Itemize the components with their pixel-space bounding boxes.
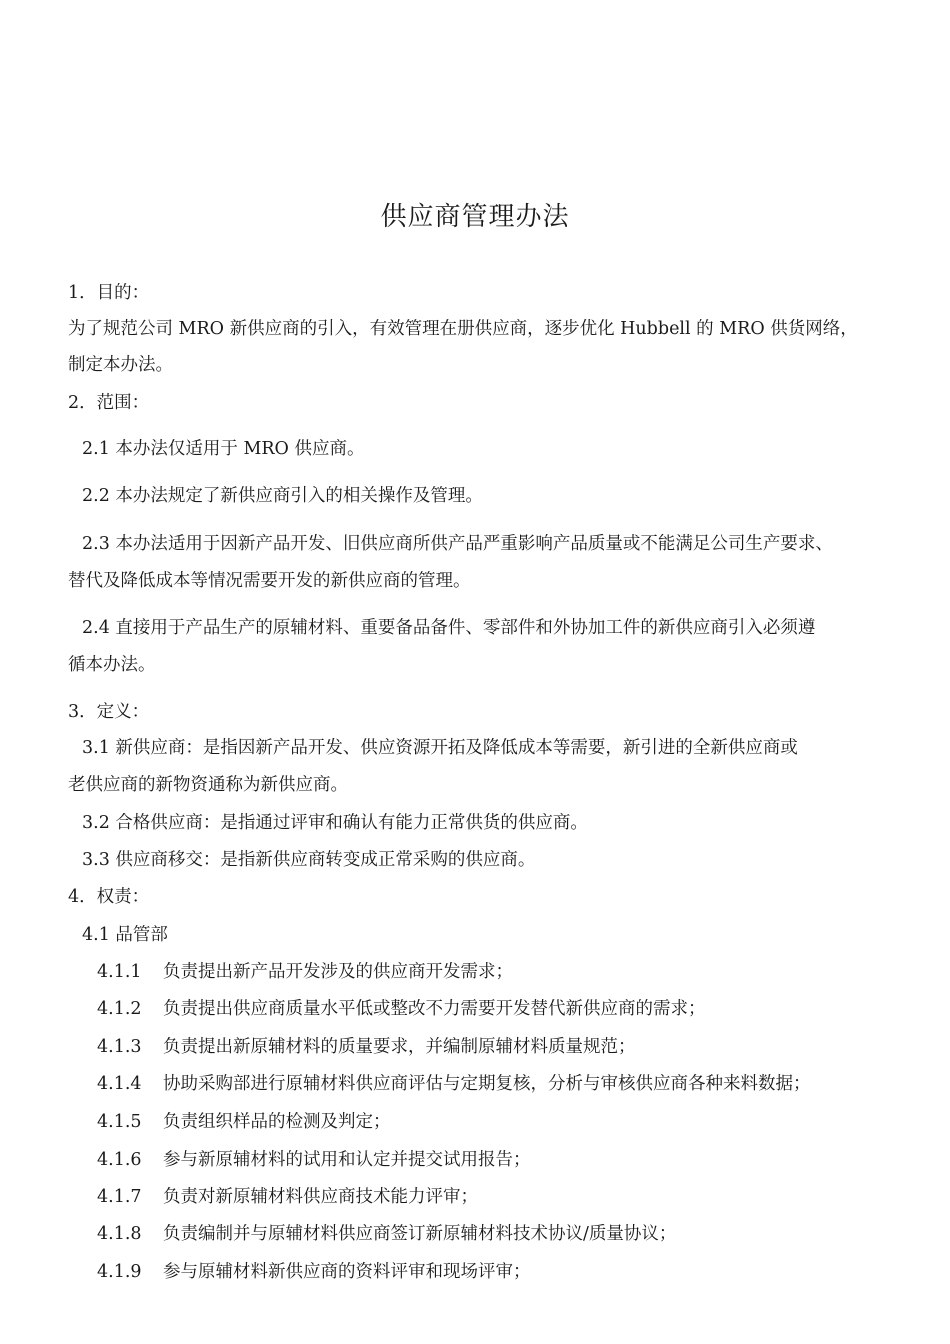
list-item-text: 协助采购部进行原辅材料供应商评估与定期复核，分析与审核供应商各种来料数据；	[163, 1074, 811, 1094]
list-item-number: 4.1.7	[97, 1187, 142, 1207]
list-item	[97, 1187, 478, 1208]
list-item	[97, 1262, 531, 1283]
definition-3-2: 3.2 合格供应商：是指通过评审和确认有能力正常供货的供应商。	[82, 813, 588, 833]
definition-3-3: 3.3 供应商移交：是指新供应商转变成正常采购的供应商。	[82, 850, 536, 870]
list-item-text: 负责组织样品的检测及判定；	[163, 1112, 391, 1132]
list-item-text: 负责提出新产品开发涉及的供应商开发需求；	[163, 962, 513, 982]
scope-item-2-4-line-2: 循本办法。	[68, 655, 156, 675]
list-item-text: 参与原辅材料新供应商的资料评审和现场评审；	[163, 1262, 531, 1282]
list-item-text: 负责编制并与原辅材料供应商签订新原辅材料技术协议/质量协议；	[163, 1224, 677, 1244]
scope-item-2-1: 2.1 本办法仅适用于 MRO 供应商。	[82, 439, 365, 459]
list-item-number: 4.1.2	[97, 999, 142, 1019]
list-item-number: 4.1.9	[97, 1262, 142, 1282]
scope-item-2-2: 2.2 本办法规定了新供应商引入的相关操作及管理。	[82, 486, 483, 506]
section-heading-scope: 2．范围：	[68, 393, 150, 413]
list-item	[97, 1150, 531, 1171]
list-item-text: 参与新原辅材料的试用和认定并提交试用报告；	[163, 1150, 531, 1170]
section-heading-responsibilities: 4．权责：	[68, 887, 150, 907]
definition-3-1-line-2: 老供应商的新物资通称为新供应商。	[68, 775, 348, 795]
list-item-number: 4.1.3	[97, 1037, 142, 1057]
list-item	[97, 962, 513, 983]
purpose-paragraph-line-2: 制定本办法。	[68, 355, 173, 375]
list-item	[97, 1037, 636, 1058]
scope-item-2-4-line-1: 2.4 直接用于产品生产的原辅材料、重要备品备件、零部件和外协加工件的新供应商引入必须遵	[82, 618, 816, 638]
list-item	[97, 1224, 676, 1245]
list-item-number: 4.1.5	[97, 1112, 142, 1132]
list-item-number: 4.1.8	[97, 1224, 142, 1244]
list-item-text: 负责提出新原辅材料的质量要求，并编制原辅材料质量规范；	[163, 1037, 636, 1057]
definition-3-1-line-1: 3.1 新供应商：是指因新产品开发、供应资源开拓及降低成本等需要，新引进的全新供应商或	[82, 738, 798, 758]
page-title: 供应商管理办法	[380, 202, 570, 232]
list-item-number: 4.1.1	[97, 962, 142, 982]
list-item	[97, 1112, 391, 1133]
section-heading-definitions: 3．定义：	[68, 702, 150, 722]
list-item	[97, 999, 706, 1020]
scope-item-2-3-line-1: 2.3 本办法适用于因新产品开发、旧供应商所供产品严重影响产品质量或不能满足公司生产要求、	[82, 534, 833, 554]
purpose-paragraph-line-1: 为了规范公司 MRO 新供应商的引入，有效管理在册供应商，逐步优化 Hubbell 的 MRO 供货网络，	[68, 319, 858, 339]
subsection-quality-department: 4.1 品管部	[82, 925, 168, 945]
list-item-number: 4.1.4	[97, 1074, 142, 1094]
list-item-text: 负责对新原辅材料供应商技术能力评审；	[163, 1187, 478, 1207]
list-item	[97, 1074, 811, 1095]
list-item-text: 负责提出供应商质量水平低或整改不力需要开发替代新供应商的需求；	[163, 999, 706, 1019]
scope-item-2-3-line-2: 替代及降低成本等情况需要开发的新供应商的管理。	[68, 571, 471, 591]
section-heading-purpose: 1．目的：	[68, 283, 150, 303]
list-item-number: 4.1.6	[97, 1150, 142, 1170]
